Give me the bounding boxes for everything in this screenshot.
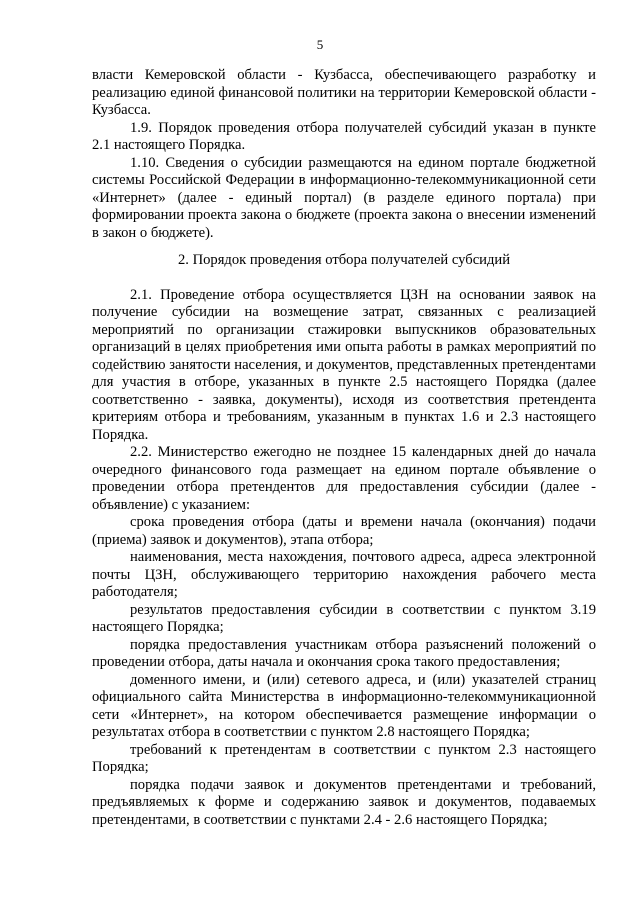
paragraph-1-9: 1.9. Порядок проведения отбора получателей субсидий указан в пункте 2.1 настоящего Порядка. — [92, 119, 596, 153]
list-item-website: доменного имени, и (или) сетевого адреса, и (или) указателей страниц официального сайта Министерства в информационно-телекоммуникационной сети «Интернет», на котором обеспечивается размещение информации о результатах отбора в соответствии с пунктом 2.8 настоящего Порядка; — [92, 671, 596, 740]
paragraph-2-2: 2.2. Министерство ежегодно не позднее 15 календарных дней до начала очередного финансового года размещает на едином портале объявление о проведении отбора претендентов для предоставления субсидии (далее - объявление) с указанием: — [92, 444, 596, 513]
list-item-application-procedure: порядка подачи заявок и документов претендентами и требований, предъявляемых к форме и содержанию заявок и документов, подаваемых претендентами, в соответствии с пунктами 2.4 - 2.6 настоящего Порядка; — [92, 776, 596, 828]
section-heading: 2. Порядок проведения отбора получателей субсидий — [177, 252, 511, 268]
paragraph-continuation: власти Кемеровской области - Кузбасса, обеспечивающего разработку и реализацию единой финансовой политики на территории Кемеровской области - Кузбасса. — [92, 67, 596, 118]
list-item-results: результатов предоставления субсидии в соответствии с пунктом 3.19 настоящего Порядка; — [92, 601, 596, 635]
document-body — [92, 67, 596, 829]
list-item-requirements: требований к претендентам в соответствии с пунктом 2.3 настоящего Порядка; — [92, 741, 596, 775]
list-item-clarifications: порядка предоставления участникам отбора разъяснений положений о проведении отбора, даты начала и окончания срока такого предоставления; — [92, 636, 596, 670]
paragraph-2-1: 2.1. Проведение отбора осуществляется ЦЗН на основании заявок на получение субсидии на возмещение затрат, связанных с реализацией мероприятий по организации стажировки выпускников образовательных организаций в целях приобретения ими опыта работы в рамках мероприятий по содействию занятости населения, и документов, представленных претендентами для участия в отборе, указанных в пункте 2.5 настоящего Порядка (далее соответственно - заявка, документы), исходя из соответствия претендента критериям отбора и требованиям, указанным в пунктах 1.6 и 2.3 настоящего Порядка. — [92, 286, 596, 443]
list-item-czn-contacts: наименования, места нахождения, почтового адреса, адреса электронной почты ЦЗН, обслуживающего территорию нахождения рабочего места работодателя; — [92, 549, 596, 600]
page-number: 5 — [316, 37, 324, 52]
paragraph-1-10: 1.10. Сведения о субсидии размещаются на едином портале бюджетной системы Российской Федерации в информационно-телекоммуникационной сети «Интернет» (далее - единый портал) (в разделе единого портала) при формировании проекта закона о бюджете (проекта закона о внесении изменений в закон о бюджете). — [92, 154, 596, 241]
list-item-deadline: срока проведения отбора (даты и времени начала (окончания) подачи (приема) заявок и документов), этапа отбора; — [92, 514, 596, 548]
